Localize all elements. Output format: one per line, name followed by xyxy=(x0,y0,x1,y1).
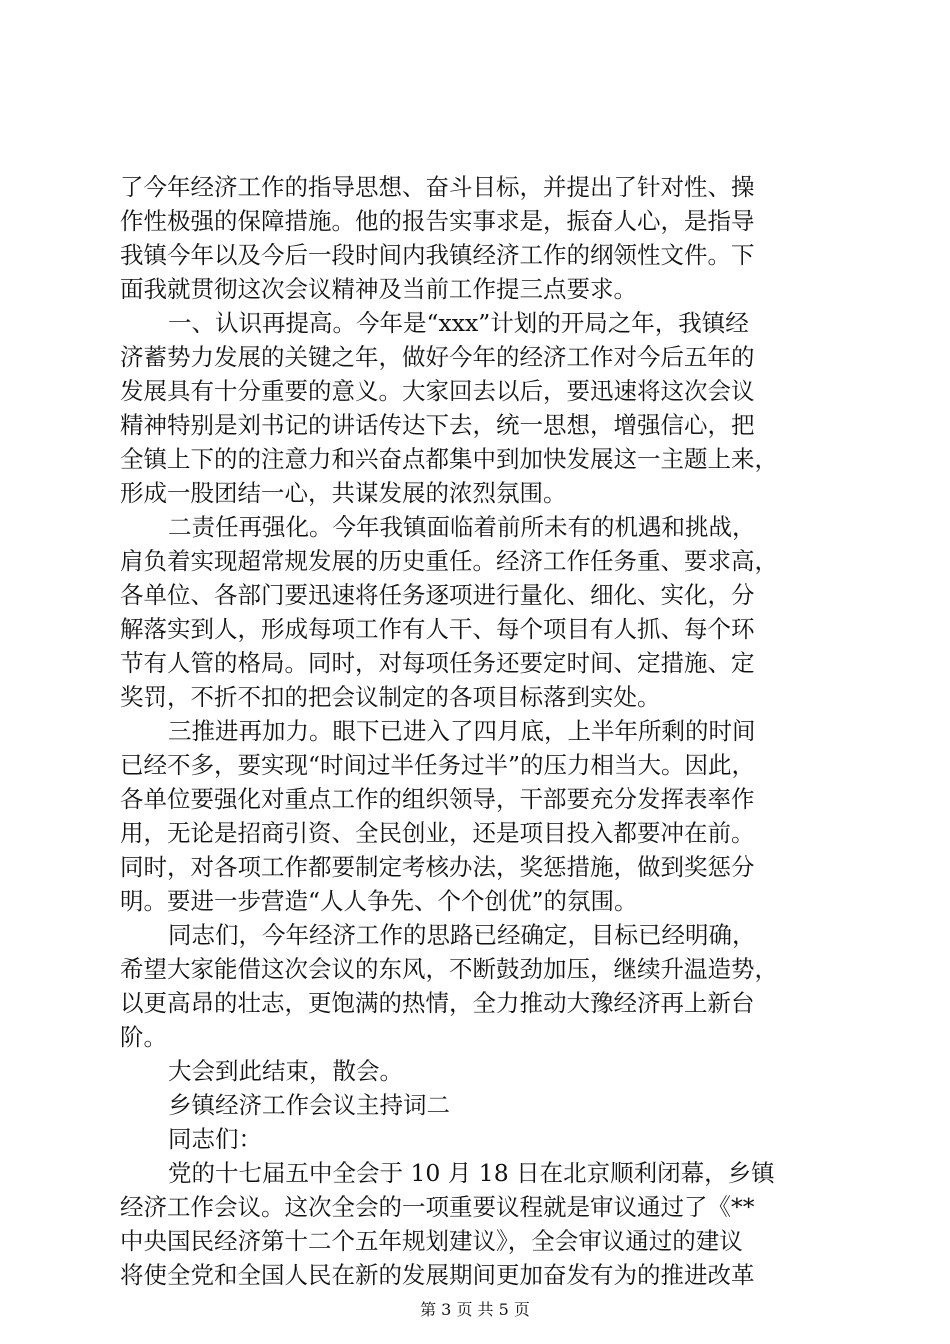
paragraph-first-line: 大会到此结束，散会。 xyxy=(168,1057,403,1085)
paragraph-first-line: 同志们，今年经济工作的思路已经确定，目标已经明确， xyxy=(168,921,756,949)
body-line: 阶。 xyxy=(120,1023,167,1051)
body-line: 我镇今年以及今后一段时间内我镇经济工作的纲领性文件。下 xyxy=(120,241,755,269)
body-line: 以更高昂的壮志，更饱满的热情，全力推动大豫经济再上新台 xyxy=(120,989,755,1017)
body-line: 各单位要强化对重点工作的组织领导，干部要充分发挥表率作 xyxy=(120,785,755,813)
body-line: 已经不多，要实现“时间过半任务过半”的压力相当大。因此， xyxy=(120,751,756,779)
body-line: 肩负着实现超常规发展的历史重任。经济工作任务重、要求高， xyxy=(120,547,778,575)
body-line: 希望大家能借这次会议的东风，不断鼓劲加压，继续升温造势， xyxy=(120,955,778,983)
paragraph-first-line: 一、认识再提高。今年是“xxx”计划的开局之年，我镇经 xyxy=(168,309,749,337)
body-line: 同时，对各项工作都要制定考核办法，奖惩措施，做到奖惩分 xyxy=(120,853,755,881)
body-line: 了今年经济工作的指导思想、奋斗目标，并提出了针对性、操 xyxy=(120,173,755,201)
salutation: 同志们： xyxy=(168,1125,262,1153)
body-line: 作性极强的保障措施。他的报告实事求是，振奋人心，是指导 xyxy=(120,207,755,235)
body-line: 中央国民经济第十二个五年规划建议》，全会审议通过的建议 xyxy=(120,1227,743,1255)
body-line: 全镇上下的的注意力和兴奋点都集中到加快发展这一主题上来， xyxy=(120,445,778,473)
paragraph-first-line: 三推进再加力。眼下已进入了四月底，上半年所剩的时间 xyxy=(168,717,756,745)
body-line: 明。要进一步营造“人人争先、个个创优”的氛围。 xyxy=(120,887,638,915)
body-line: 解落实到人，形成每项工作有人干、每个项目有人抓、每个环 xyxy=(120,615,755,643)
body-line: 发展具有十分重要的意义。大家回去以后，要迅速将这次会议 xyxy=(120,377,755,405)
body-line: 各单位、各部门要迅速将任务逐项进行量化、细化、实化，分 xyxy=(120,581,755,609)
body-line: 面我就贯彻这次会议精神及当前工作提三点要求。 xyxy=(120,275,637,303)
paragraph-first-line: 党的十七届五中全会于 10 月 18 日在北京顺利闭幕，乡镇 xyxy=(168,1159,775,1187)
body-line: 精神特别是刘书记的讲话传达下去，统一思想，增强信心，把 xyxy=(120,411,755,439)
body-line: 节有人管的格局。同时，对每项任务还要定时间、定措施、定 xyxy=(120,649,755,677)
body-line: 济蓄势力发展的关键之年，做好今年的经济工作对今后五年的 xyxy=(120,343,755,371)
section-heading: 乡镇经济工作会议主持词二 xyxy=(168,1091,450,1119)
body-line: 将使全党和全国人民在新的发展期间更加奋发有为的推进改革 xyxy=(120,1261,755,1289)
body-line: 用，无论是招商引资、全民创业，还是项目投入都要冲在前。 xyxy=(120,819,755,847)
page-number-footer: 第 3 页 共 5 页 xyxy=(420,1300,530,1319)
body-line: 奖罚，不折不扣的把会议制定的各项目标落到实处。 xyxy=(120,683,661,711)
body-line: 形成一股团结一心，共谋发展的浓烈氛围。 xyxy=(120,479,567,507)
paragraph-first-line: 二责任再强化。今年我镇面临着前所未有的机遇和挑战， xyxy=(168,513,756,541)
body-line: 经济工作会议。这次全会的一项重要议程就是审议通过了《** xyxy=(120,1193,755,1221)
